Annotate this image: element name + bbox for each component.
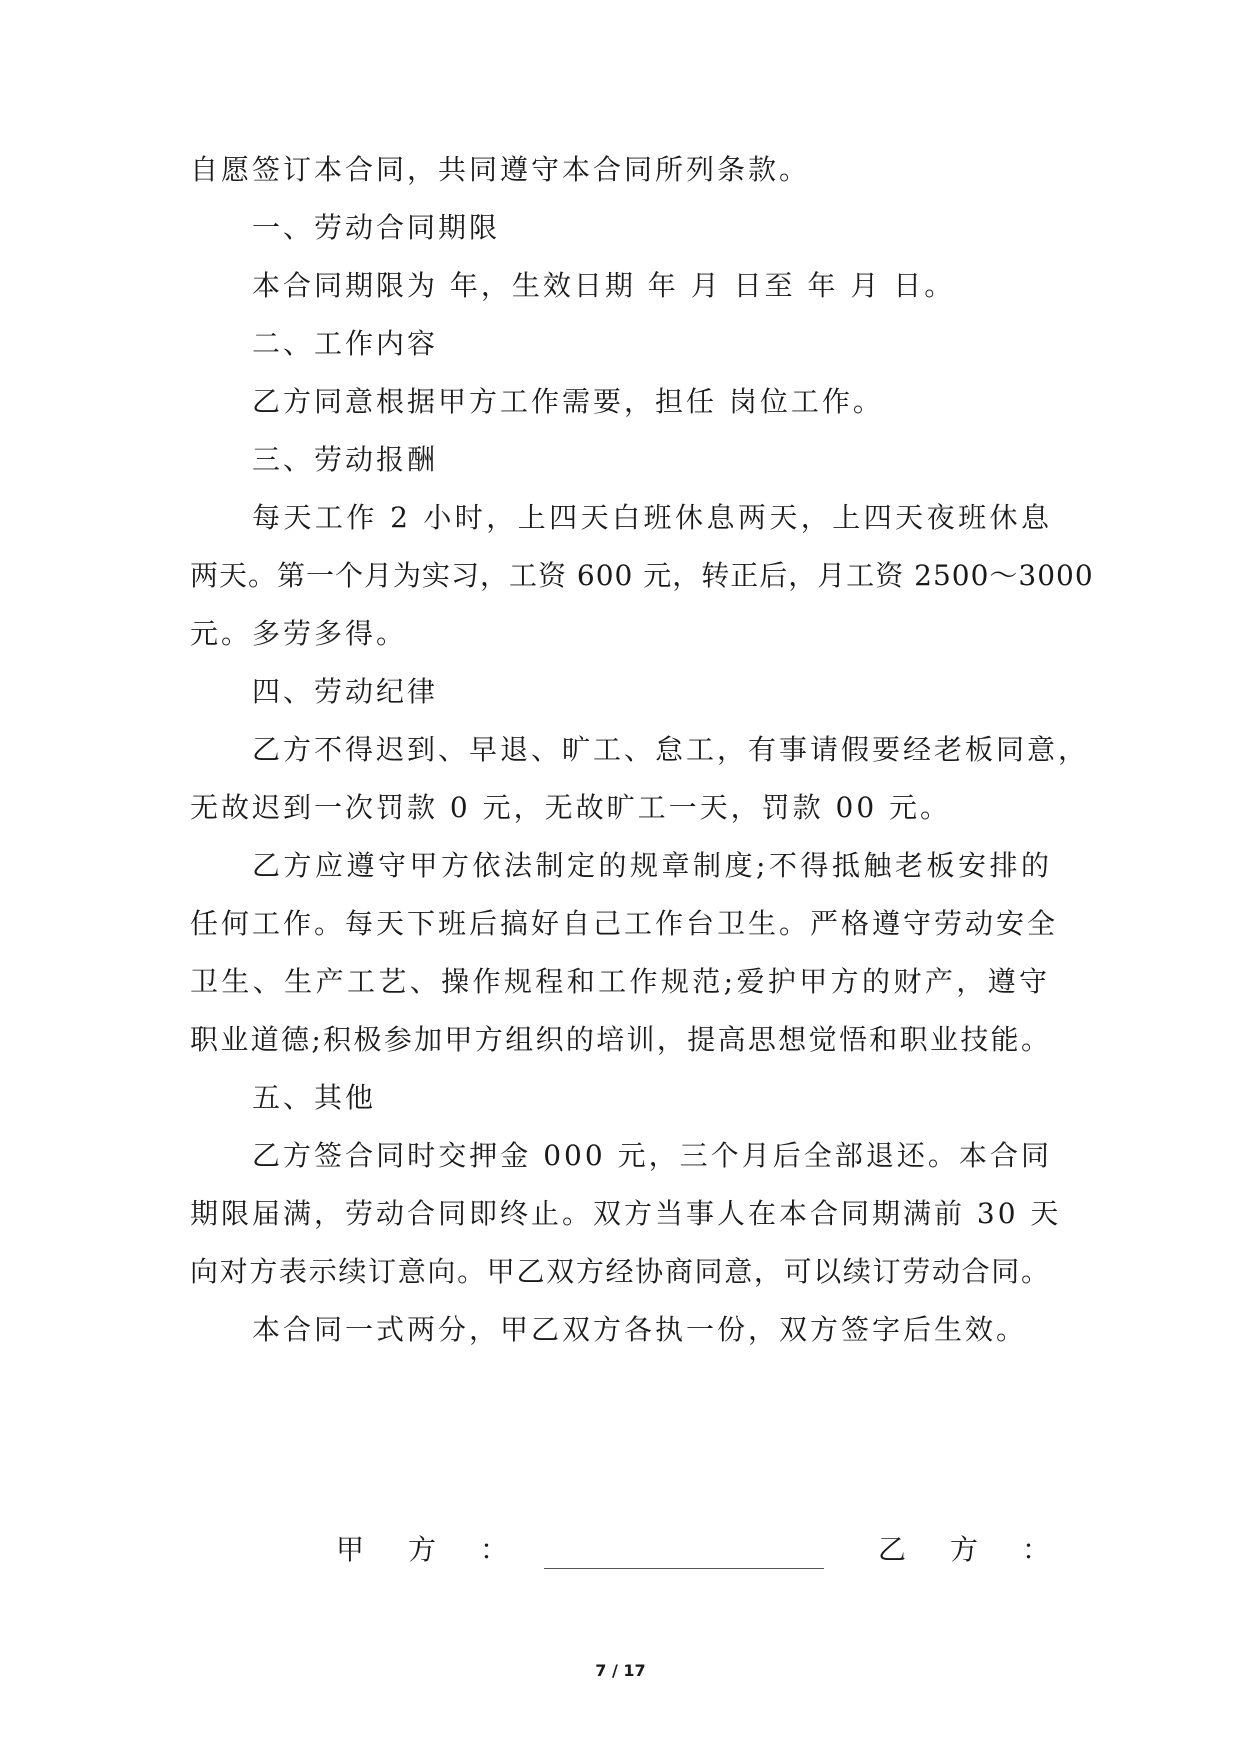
party-b-label: 乙 方 ： xyxy=(878,1533,1059,1566)
page-number: 7 / 17 xyxy=(595,1661,646,1680)
paragraph-line: 本合同一式两分，甲乙双方各执一份，双方签字后生效。 xyxy=(252,1313,1028,1346)
paragraph-line: 任何工作。每天下班后搞好自己工作台卫生。严格遵守劳动安全 xyxy=(190,907,1059,940)
paragraph-line: 自愿签订本合同，共同遵守本合同所列条款。 xyxy=(190,153,811,186)
paragraph-line: 乙方不得迟到、早退、旷工、怠工，有事请假要经老板同意， xyxy=(252,733,1090,766)
party-a-label: 甲 方 ： xyxy=(336,1533,517,1566)
paragraph-line: 乙方应遵守甲方依法制定的规章制度;不得抵触老板安排的 xyxy=(252,849,1052,882)
paragraph-line: 卫生、生产工艺、操作规程和工作规范;爱护甲方的财产，遵守 xyxy=(190,965,1050,998)
paragraph-line: 期限届满，劳动合同即终止。双方当事人在本合同期满前 30 天 xyxy=(190,1197,1062,1230)
section-heading-term: 一、劳动合同期限 xyxy=(252,211,501,244)
section-heading-discipline: 四、劳动纪律 xyxy=(252,675,439,708)
section-heading-pay: 三、劳动报酬 xyxy=(252,443,439,476)
paragraph-line: 本合同期限为 年，生效日期 年 月 日至 年 月 日。 xyxy=(252,269,956,302)
paragraph-line: 每天工作 2 小时，上四天白班休息两天，上四天夜班休息 xyxy=(252,501,1052,534)
paragraph-line: 乙方同意根据甲方工作需要，担任 岗位工作。 xyxy=(252,385,884,418)
paragraph-line: 向对方表示续订意向。甲乙双方经协商同意，可以续订劳动合同。 xyxy=(190,1255,1050,1288)
paragraph-line: 乙方签合同时交押金 000 元，三个月后全部退还。本合同 xyxy=(252,1139,1052,1172)
party-a-signature-line xyxy=(544,1568,824,1569)
section-heading-work: 二、工作内容 xyxy=(252,327,439,360)
paragraph-line: 无故迟到一次罚款 0 元，无故旷工一天，罚款 00 元。 xyxy=(190,791,952,824)
paragraph-line: 两天。第一个月为实习，工资 600 元，转正后，月工资 2500～3000 xyxy=(190,559,1094,592)
paragraph-line: 元。多劳多得。 xyxy=(190,617,408,650)
paragraph-line: 职业道德;积极参加甲方组织的培训，提高思想觉悟和职业技能。 xyxy=(190,1023,1050,1056)
section-heading-other: 五、其他 xyxy=(252,1081,377,1114)
